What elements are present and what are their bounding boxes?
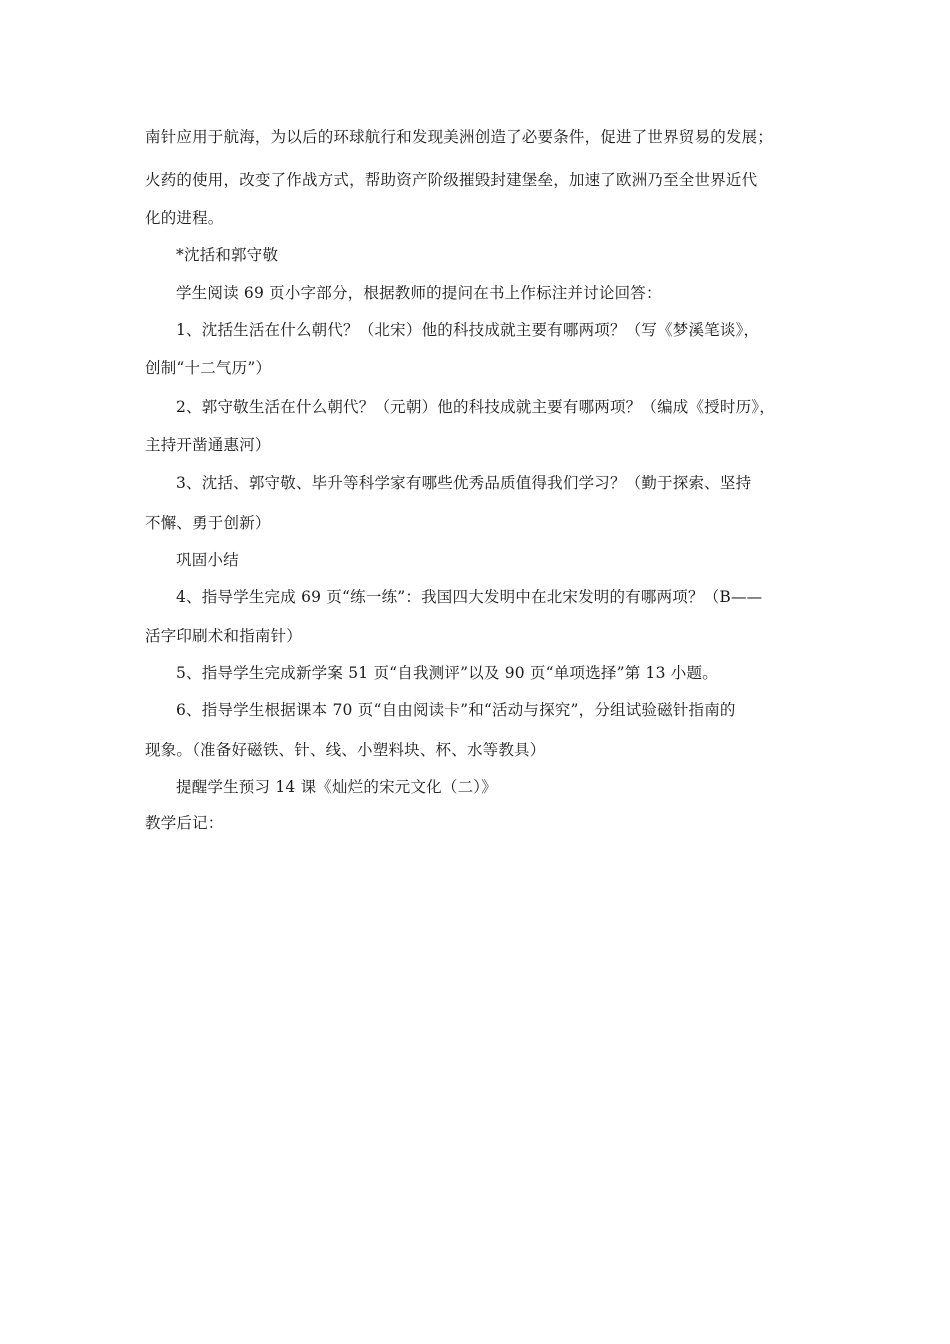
- question-3-line-2: 不懈、勇于创新）: [145, 514, 271, 532]
- item-6-line-1: 6、指导学生根据课本 70 页“自由阅读卡”和“活动与探究”，分组试验磁针指南的: [176, 701, 736, 719]
- paragraph-line-1: 南针应用于航海，为以后的环球航行和发现美洲创造了必要条件，促进了世界贸易的发展；: [145, 128, 774, 146]
- question-1-line-2: 创制“十二气历”）: [145, 359, 272, 377]
- paragraph-line-3: 化的进程。: [145, 209, 224, 227]
- section-heading-shenkuo-guoshoujing: *沈括和郭守敬: [176, 246, 279, 264]
- question-1-line-1: 1、沈括生活在什么朝代？（北宋）他的科技成就主要有哪两项？（写《梦溪笔谈》，: [176, 321, 760, 339]
- item-4-line-2: 活字印刷术和指南针）: [145, 627, 303, 645]
- question-2-line-1: 2、郭守敬生活在什么朝代？（元朝）他的科技成就主要有哪两项？（编成《授时历》，: [176, 398, 775, 416]
- instruction-line: 学生阅读 69 页小字部分，根据教师的提问在书上作标注并讨论回答：: [176, 284, 662, 302]
- section-heading-summary: 巩固小结: [176, 551, 239, 569]
- item-5-line: 5、指导学生完成新学案 51 页“自我测评”以及 90 页“单项选择”第 13 小题。: [176, 664, 718, 682]
- teaching-notes-label: 教学后记：: [145, 814, 224, 832]
- preview-reminder: 提醒学生预习 14 课《灿烂的宋元文化（二）》: [176, 778, 497, 796]
- question-3-line-1: 3、沈括、郭守敬、毕升等科学家有哪些优秀品质值得我们学习？（勤于探索、坚持: [176, 474, 752, 492]
- item-4-line-1: 4、指导学生完成 69 页“练一练”：我国四大发明中在北宋发明的有哪两项？（B——: [176, 588, 763, 606]
- question-2-line-2: 主持开凿通惠河）: [145, 436, 271, 454]
- paragraph-line-2: 火药的使用，改变了作战方式，帮助资产阶级摧毁封建堡垒，加速了欧洲乃至全世界近代: [145, 171, 758, 189]
- item-6-line-2: 现象。（准备好磁铁、针、线、小塑料块、杯、水等教具）: [145, 741, 546, 759]
